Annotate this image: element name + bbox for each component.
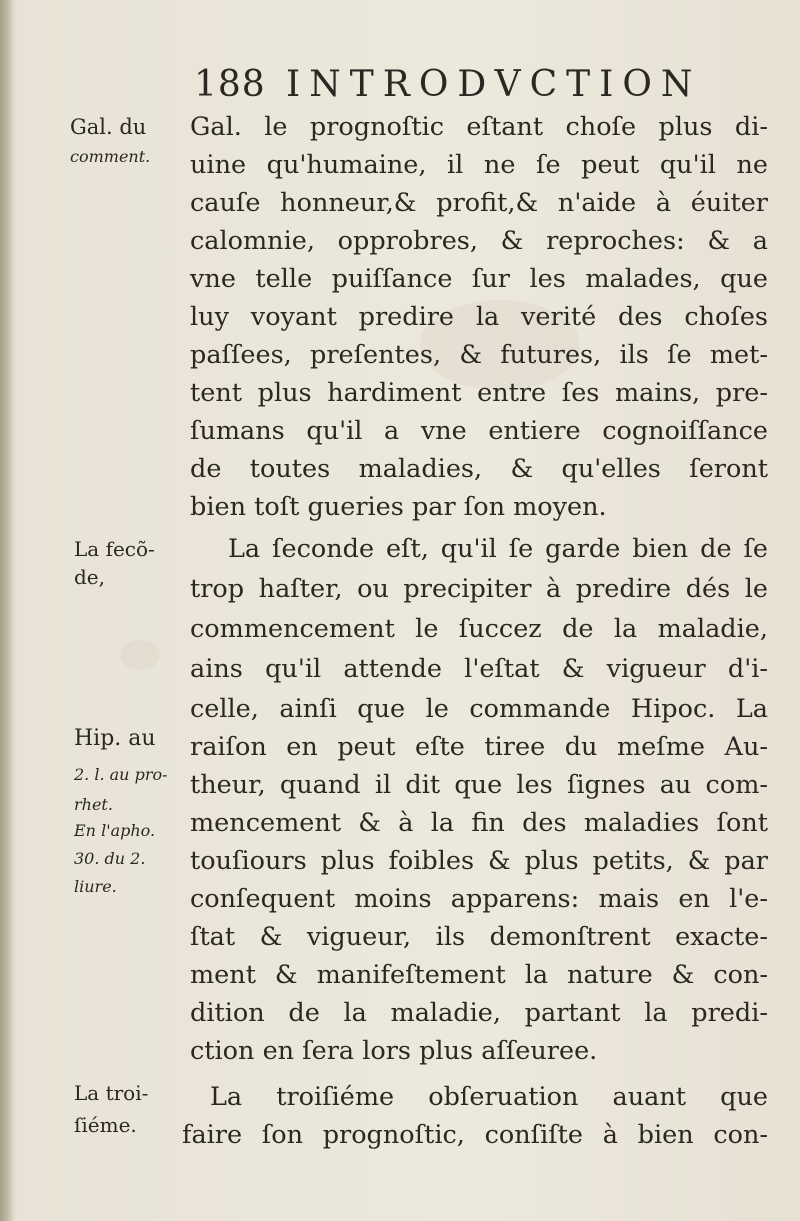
- margin-note: La troi-: [74, 1081, 149, 1105]
- text-line: ſtat & vigueur, ils demonſtrent exacte-: [190, 922, 768, 952]
- text-line: ains qu'il attende l'eſtat & vigueur d'i-: [190, 654, 768, 684]
- text-line: ſumans qu'il a vne entiere cognoiſſance: [190, 416, 768, 446]
- margin-note: rhet.: [74, 795, 113, 814]
- margin-note: Hip. au: [74, 726, 156, 751]
- text-line: theur, quand il dit que les ſignes au com-: [190, 770, 768, 800]
- text-line: vne telle puiſſance ſur les malades, que: [190, 264, 768, 294]
- text-line: paſſees, preſentes, & futures, ils ſe met-: [190, 340, 768, 370]
- text-line: touſiours plus foibles & plus petits, & par: [190, 846, 768, 876]
- text-line: cauſe honneur,& profit,& n'aide à éuiter: [190, 188, 768, 218]
- margin-note: comment.: [70, 147, 151, 166]
- text-line: trop haſter, ou precipiter à predire dés le: [190, 574, 768, 604]
- page-number: 188: [194, 64, 266, 105]
- text-line: uine qu'humaine, il ne ſe peut qu'il ne: [190, 150, 768, 180]
- text-line: mencement & à la fin des maladies ſont: [190, 808, 768, 838]
- margin-note: 2. l. au pro-: [74, 765, 168, 784]
- text-line: commencement le ſuccez de la maladie,: [190, 614, 768, 644]
- text-line: ction en ſera lors plus aſſeuree.: [190, 1036, 598, 1066]
- text-line: tent plus hardiment entre ſes mains, pre-: [190, 378, 768, 408]
- text-line: ment & manifeſtement la nature & con-: [190, 960, 768, 990]
- text-line: faire ſon prognoſtic, conſiſte à bien con-: [182, 1120, 768, 1150]
- text-line: calomnie, opprobres, & reproches: & a: [190, 226, 768, 256]
- text-line: dition de la maladie, partant la predi-: [190, 998, 768, 1028]
- margin-note: 30. du 2.: [74, 849, 146, 868]
- text-line: La ſeconde eſt, qu'il ſe garde bien de ſe: [228, 534, 768, 564]
- margin-note: La fecõ-: [74, 537, 155, 561]
- margin-note: liure.: [74, 877, 117, 896]
- text-line: raiſon en peut eſte tiree du meſme Au-: [190, 732, 768, 762]
- text-line: Gal. le prognoſtic eſtant choſe plus di-: [190, 112, 768, 142]
- margin-note: ſiéme.: [74, 1113, 137, 1137]
- text-line: celle, ainſi que le commande Hipoc. La: [190, 694, 768, 724]
- text-line: conſequent moins apparens: mais en l'e-: [190, 884, 768, 914]
- text-line: luy voyant predire la verité des choſes: [190, 302, 768, 332]
- margin-note: de,: [74, 565, 105, 589]
- margin-note: Gal. du: [70, 115, 147, 139]
- running-title: INTRODVCTION: [286, 64, 702, 105]
- text-line: La troiſiéme obſeruation auant que: [210, 1082, 768, 1112]
- text-line: bien toſt gueries par ſon moyen.: [190, 492, 607, 522]
- margin-note: En l'apho.: [74, 821, 156, 840]
- text-line: de toutes maladies, & qu'elles ſeront: [190, 454, 768, 484]
